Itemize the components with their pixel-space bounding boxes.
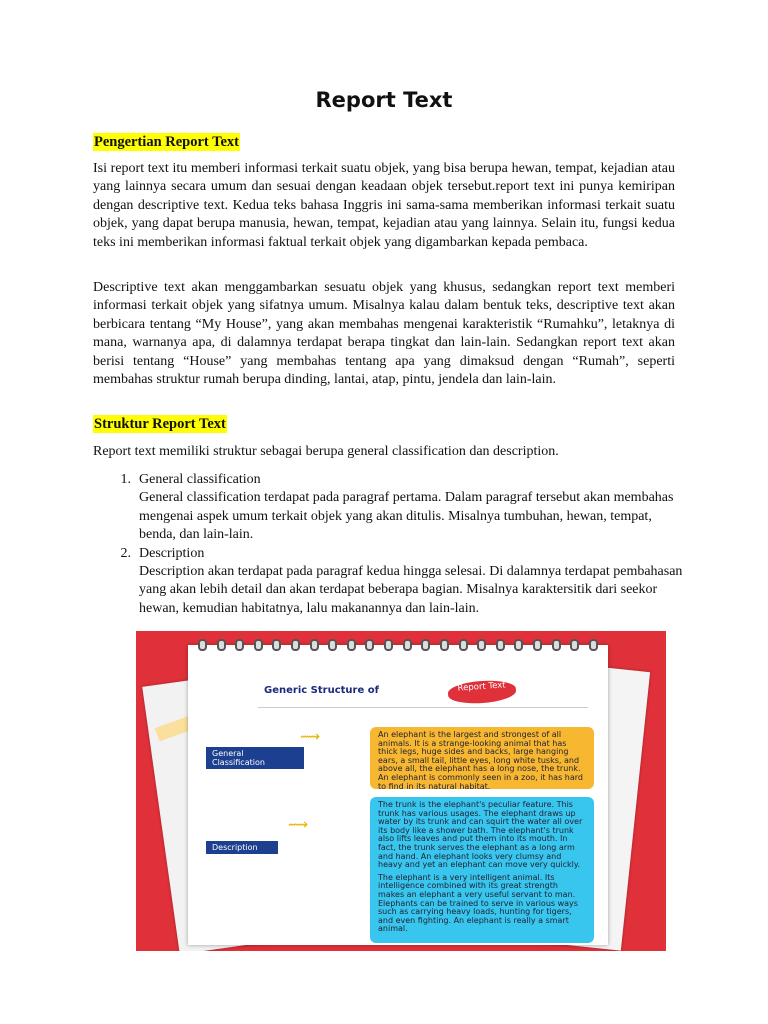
description-box (370, 797, 594, 943)
arrow-icon: ⟿ (300, 730, 321, 745)
paragraph-structure-intro: Report text memiliki struktur sebagai berupa general classification dan description. (93, 444, 559, 459)
heading-pengertian: Pengertian Report Text (94, 134, 239, 150)
structure-list (93, 471, 683, 618)
list-item (93, 545, 683, 619)
label-description: Description (206, 841, 278, 854)
spiral-binding (198, 639, 598, 653)
list-number: 2. (120, 545, 131, 561)
general-classification-box (370, 727, 594, 789)
generic-structure-infographic (136, 631, 666, 951)
infographic-title: Generic Structure of (264, 685, 379, 696)
page-title: Report Text (315, 88, 453, 112)
divider (258, 707, 588, 708)
heading-struktur: Struktur Report Text (94, 416, 226, 432)
report-text-badge: Report Text (447, 679, 516, 706)
list-item-description: Description akan terdapat pada paragraf kedua hingga selesai. Di dalamnya terdapat pembahasan yang akan lebih detail dan akan terdapat beberapa bagian. Misalnya karaktersitik dari seekor hewan, kemudian habitatnya, lalu makanannya dan lain-lain. (139, 564, 683, 616)
list-number: 1. (120, 472, 131, 487)
paragraph-definition: Isi report text itu memberi informasi terkait suatu objek, yang bisa berupa hewan, tempat, kejadian atau yang lainnya secara umum dan sesuai dengan keadaan objek tersebut.report text ini punya kemiripan dengan descriptive text. Kedua teks bahasa Inggris ini sama-sama memberikan informasi terkait suatu objek, yang dapat berupa manusia, hewan, tempat, kejadian atau yang lainnya. Selain itu, fungsi kedua teks ini memberikan informasi faktual terkait objek yang digambarkan kepada pembaca. (93, 161, 675, 250)
list-item-description: General classification terdapat pada paragraf pertama. Dalam paragraf tersebut akan membahas mengenai aspek umum terkait objek yang akan ditulis. Misalnya tumbuhan, hewan, tempat, benda, dan lain-lain. (139, 490, 674, 543)
label-general-classification: General Classification (206, 747, 304, 769)
general-classification-text: An elephant is the largest and strongest of all animals. It is a strange-looking animal that has thick legs, huge sides and backs, large hanging ears, a small tail, little eyes, long white tusks, and above all, the elephant has a long nose, the trunk. An elephant is commonly seen in a zoo, it has hard to find in its natural habitat. (378, 730, 583, 791)
list-item (93, 471, 683, 545)
list-item-title: Description (139, 545, 205, 561)
arrow-icon: ⟿ (288, 818, 309, 833)
paragraph-comparison: Descriptive text akan menggambarkan sesuatu objek yang khusus, sedangkan report text memberi informasi terkait objek yang sifatnya umum. Misalnya kalau dalam bentuk teks, descriptive text akan berbicara tentang “My House”, yang akan membahas mengenai karakteristik “Rumahku”, letaknya di mana, warnanya apa, di dalamnya terdapat berapa tingkat dan lain-lain. Sedangkan report text akan berisi tentang “House” yang membahas tentang apa yang dimaksud dengan “Rumah”, seperti membahas struktur rumah berupa dinding, lantai, atap, pintu, jendela dan lain-lain. (93, 280, 675, 388)
notebook-card (188, 645, 608, 945)
description-text: The elephant is a very intelligent animal. Its intelligence combined with its great strength makes an elephant a very useful servant to man. Elephants can be trained to serve in various ways such as carrying heavy loads, hunting for tigers, and even fighting. An elephant is really a smart animal. (378, 872, 578, 934)
description-text: The trunk is the elephant's peculiar feature. This trunk has various usages. The elephant draws up water by its trunk and can squirt the water all over its body like a shower bath. The elephant's trunk also lifts leaves and put them into its mouth. In fact, the trunk serves the elephant as a long arm and hand. An elephant looks very clumsy and heavy and yet an elephant can move very quickly. (378, 800, 583, 870)
list-item-title: General classification (139, 472, 261, 487)
